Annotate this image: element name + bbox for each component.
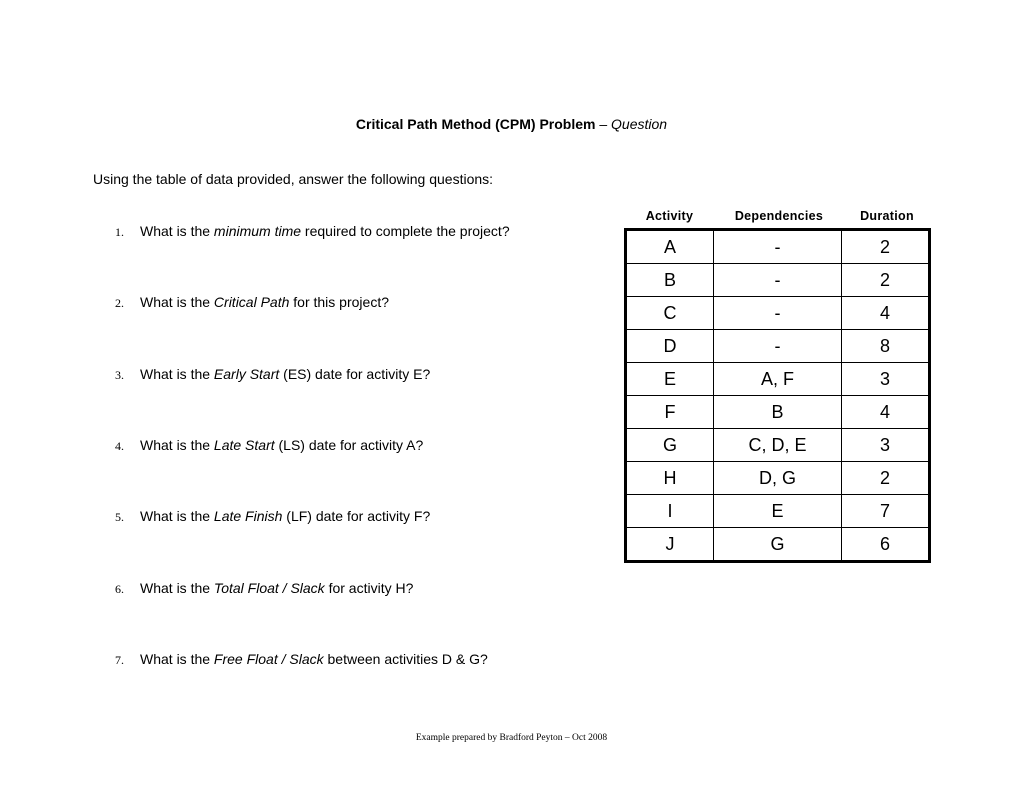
question-2 [115,294,389,311]
activity-cell: J [626,528,714,562]
question-text-pre: What is the [140,580,214,596]
question-text-pre: What is the [140,223,214,239]
dependencies-cell: - [714,264,842,297]
question-text-post: for this project? [289,294,389,310]
question-term: minimum time [213,223,302,239]
question-text-post: for activity H? [324,580,414,596]
duration-cell: 3 [842,363,930,396]
dependencies-cell: - [714,330,842,363]
question-text-post: (ES) date for activity E? [279,366,431,382]
header-activity: Activity [645,209,694,223]
table-row [626,429,930,462]
header-dependencies: Dependencies [734,209,824,223]
table-row [626,495,930,528]
duration-cell: 7 [842,495,930,528]
title-dash: – [595,116,612,132]
dependencies-cell: B [714,396,842,429]
question-number: 1. [115,225,124,239]
question-6 [115,580,413,597]
activity-cell: I [626,495,714,528]
dependencies-cell: - [714,297,842,330]
question-text-post: required to complete the project? [301,223,510,239]
question-text-pre: What is the [140,437,214,453]
question-text-pre: What is the [140,508,214,524]
intro-text: Using the table of data provided, answer the following questions: [93,171,494,187]
table-row [626,396,930,429]
activity-cell: A [626,230,714,264]
question-number: 4. [115,439,124,453]
question-term: Free Float / Slack [213,651,324,667]
title-subtitle: Question [611,116,668,132]
question-1 [115,223,510,240]
question-text-post: (LS) date for activity A? [274,437,424,453]
question-text-post: (LF) date for activity F? [282,508,431,524]
dependencies-cell: - [714,230,842,264]
question-term: Early Start [213,366,280,382]
question-4 [115,437,423,454]
document-title [0,116,1023,132]
activity-cell: C [626,297,714,330]
question-text-pre: What is the [140,366,214,382]
activity-cell: G [626,429,714,462]
question-term: Critical Path [213,294,290,310]
dependencies-cell: D, G [714,462,842,495]
question-term: Late Start [213,437,275,453]
header-duration: Duration [860,209,914,223]
table-row [626,363,930,396]
duration-cell: 8 [842,330,930,363]
question-7 [115,651,488,668]
question-number: 3. [115,368,124,382]
duration-cell: 3 [842,429,930,462]
question-3 [115,366,430,383]
activity-cell: H [626,462,714,495]
footer-credit: Example prepared by Bradford Peyton – Oct 2008 [415,733,608,743]
duration-cell: 2 [842,462,930,495]
question-number: 5. [115,510,124,524]
table-row [626,330,930,363]
question-text-post: between activities D & G? [323,651,488,667]
question-text-pre: What is the [140,651,214,667]
question-number: 6. [115,582,124,596]
table-header-row [625,209,930,227]
table-row [626,462,930,495]
question-number: 2. [115,296,124,310]
activity-table [624,228,931,563]
table-row [626,264,930,297]
duration-cell: 6 [842,528,930,562]
duration-cell: 4 [842,297,930,330]
activity-cell: E [626,363,714,396]
question-text-pre: What is the [140,294,214,310]
table-row [626,230,930,264]
activity-cell: B [626,264,714,297]
duration-cell: 4 [842,396,930,429]
dependencies-cell: G [714,528,842,562]
dependencies-cell: E [714,495,842,528]
title-main: Critical Path Method (CPM) Problem [355,116,596,132]
dependencies-cell: C, D, E [714,429,842,462]
question-term: Late Finish [213,508,283,524]
activity-cell: F [626,396,714,429]
question-5 [115,508,430,525]
dependencies-cell: A, F [714,363,842,396]
table-row [626,528,930,562]
question-number: 7. [115,653,124,667]
duration-cell: 2 [842,264,930,297]
activity-cell: D [626,330,714,363]
table-row [626,297,930,330]
duration-cell: 2 [842,230,930,264]
question-term: Total Float / Slack [213,580,325,596]
